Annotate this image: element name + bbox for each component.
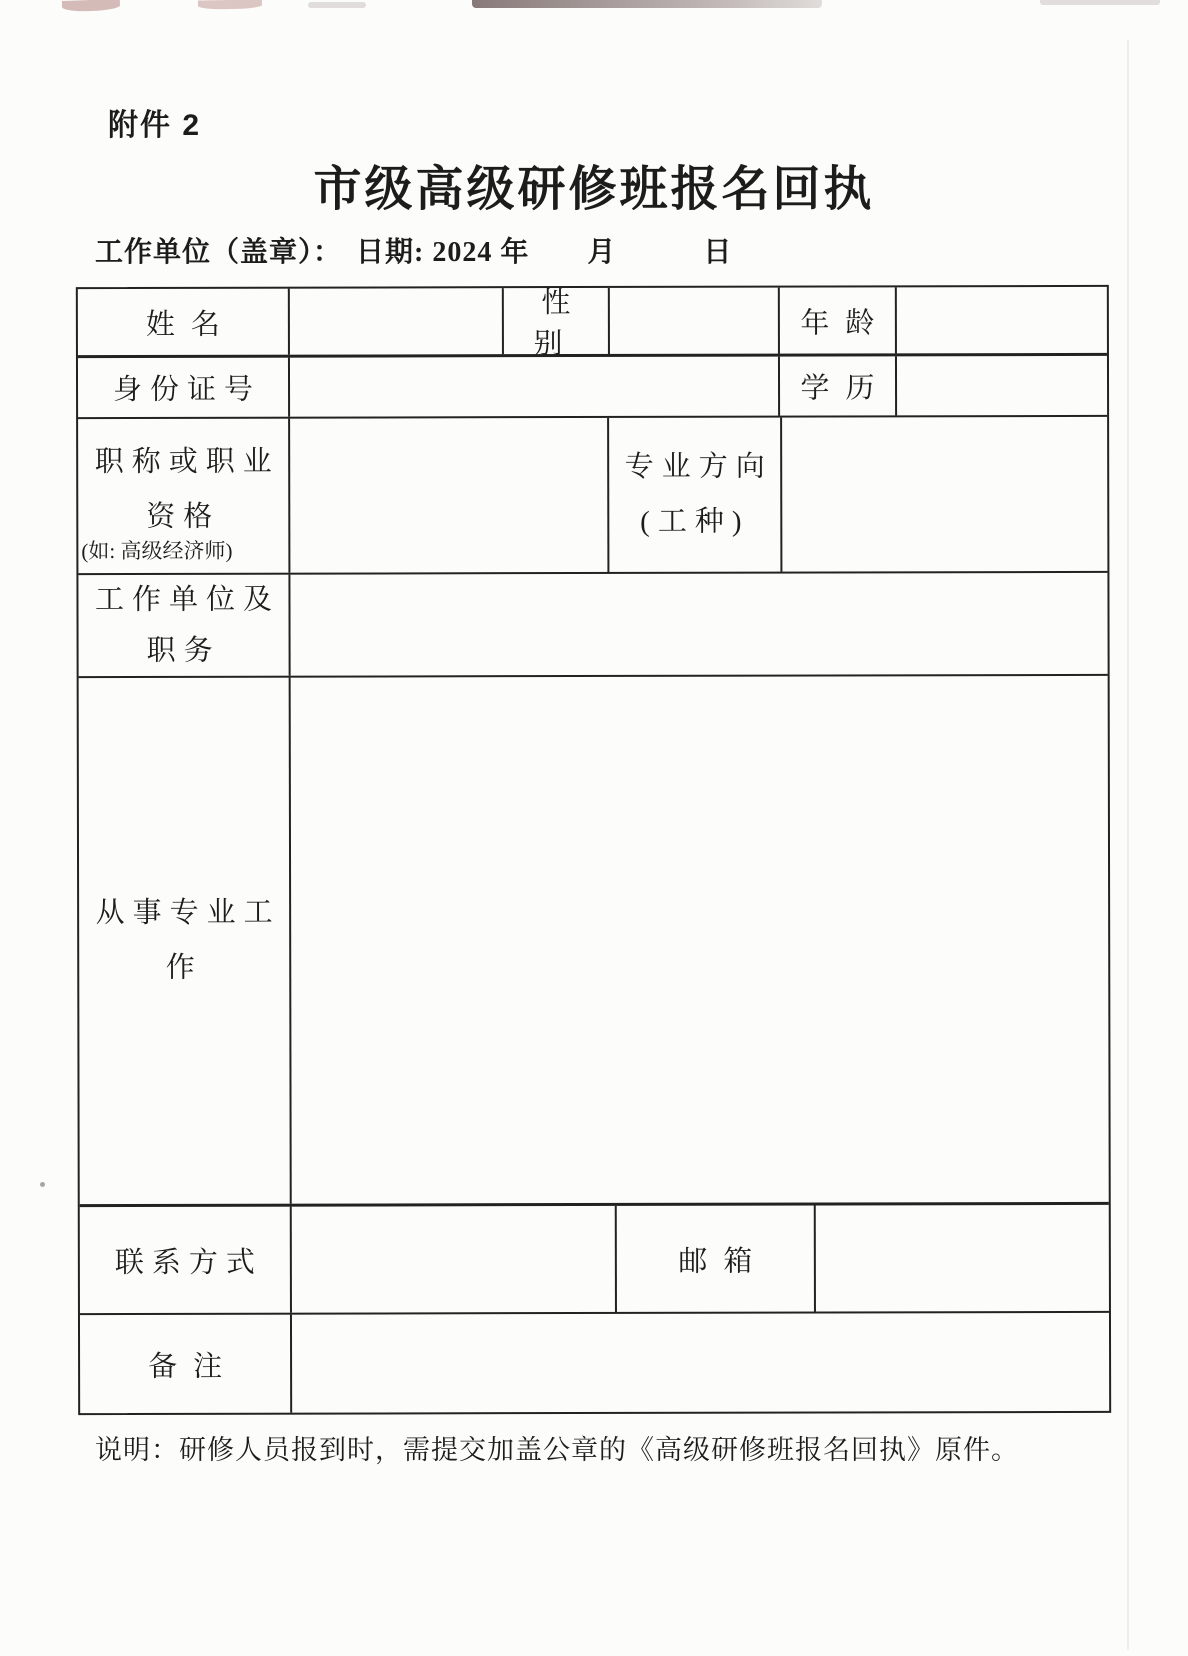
field-label-specialty-direction: 专业方向 (工种) <box>607 418 780 572</box>
scan-artifact-top-left <box>62 0 120 12</box>
form-row-qualification-specialty <box>78 415 1107 573</box>
field-label-age: 年龄 <box>778 287 895 353</box>
page-title: 市级高级研修班报名回执 <box>313 163 875 216</box>
field-label-gender: 性别 <box>502 288 608 354</box>
registration-form-table <box>76 285 1111 1415</box>
field-value-email <box>814 1205 1109 1312</box>
date-label: 日期: 2024 年 月 日 <box>356 237 733 268</box>
field-value-id-number <box>288 357 778 417</box>
field-value-name <box>288 288 502 354</box>
field-value-work-unit-and-position <box>288 573 1107 676</box>
field-label-id-number: 身份证号 <box>112 373 262 407</box>
field-value-gender <box>608 288 778 354</box>
field-value-remarks <box>290 1313 1109 1413</box>
attachment-label: 附件 2 <box>108 109 202 142</box>
field-value-title-or-qualification <box>288 418 607 573</box>
form-row-name-gender-age <box>78 287 1107 361</box>
field-label-name: 姓名 <box>145 308 236 341</box>
work-unit-seal-label: 工作单位（盖章）： <box>95 237 343 268</box>
field-value-age <box>895 287 1107 353</box>
field-label-remarks: 备注 <box>148 1350 239 1383</box>
scan-artifact-top <box>198 0 262 10</box>
scan-artifact-dot <box>40 1182 45 1187</box>
field-label-email: 邮箱 <box>615 1206 814 1312</box>
scan-crease-line <box>1127 40 1129 1650</box>
field-label-work-unit-and-position: 工作单位及 职务 <box>94 583 281 667</box>
form-row-professional-work <box>79 674 1109 1204</box>
scan-artifact-top-right <box>1040 0 1160 5</box>
field-value-specialty-direction <box>780 417 1107 572</box>
scan-artifact-top <box>308 2 366 8</box>
form-row-remarks <box>80 1311 1109 1413</box>
field-value-education <box>895 356 1107 415</box>
field-value-professional-work <box>289 676 1109 1204</box>
footnote: 说明：研修人员报到时，需提交加盖公章的《高级研修班报名回执》原件。 <box>95 1435 1019 1465</box>
field-label-professional-work: 从事专业工 作 <box>95 896 281 984</box>
field-label-contact: 联系方式 <box>114 1246 263 1279</box>
field-value-contact <box>290 1206 615 1313</box>
form-header-line <box>95 230 1095 270</box>
form-row-work-unit-position <box>78 571 1107 676</box>
scan-artifact-top-streak <box>472 0 822 8</box>
form-row-contact-email <box>80 1202 1109 1313</box>
field-label-education: 学历 <box>778 356 895 415</box>
form-row-id-education <box>78 353 1107 417</box>
field-label-title-or-qualification: 职称或职业 资格 (如: 高级经济师) <box>78 419 288 573</box>
field-hint-title-or-qualification: (如: 高级经济师) <box>81 538 233 564</box>
